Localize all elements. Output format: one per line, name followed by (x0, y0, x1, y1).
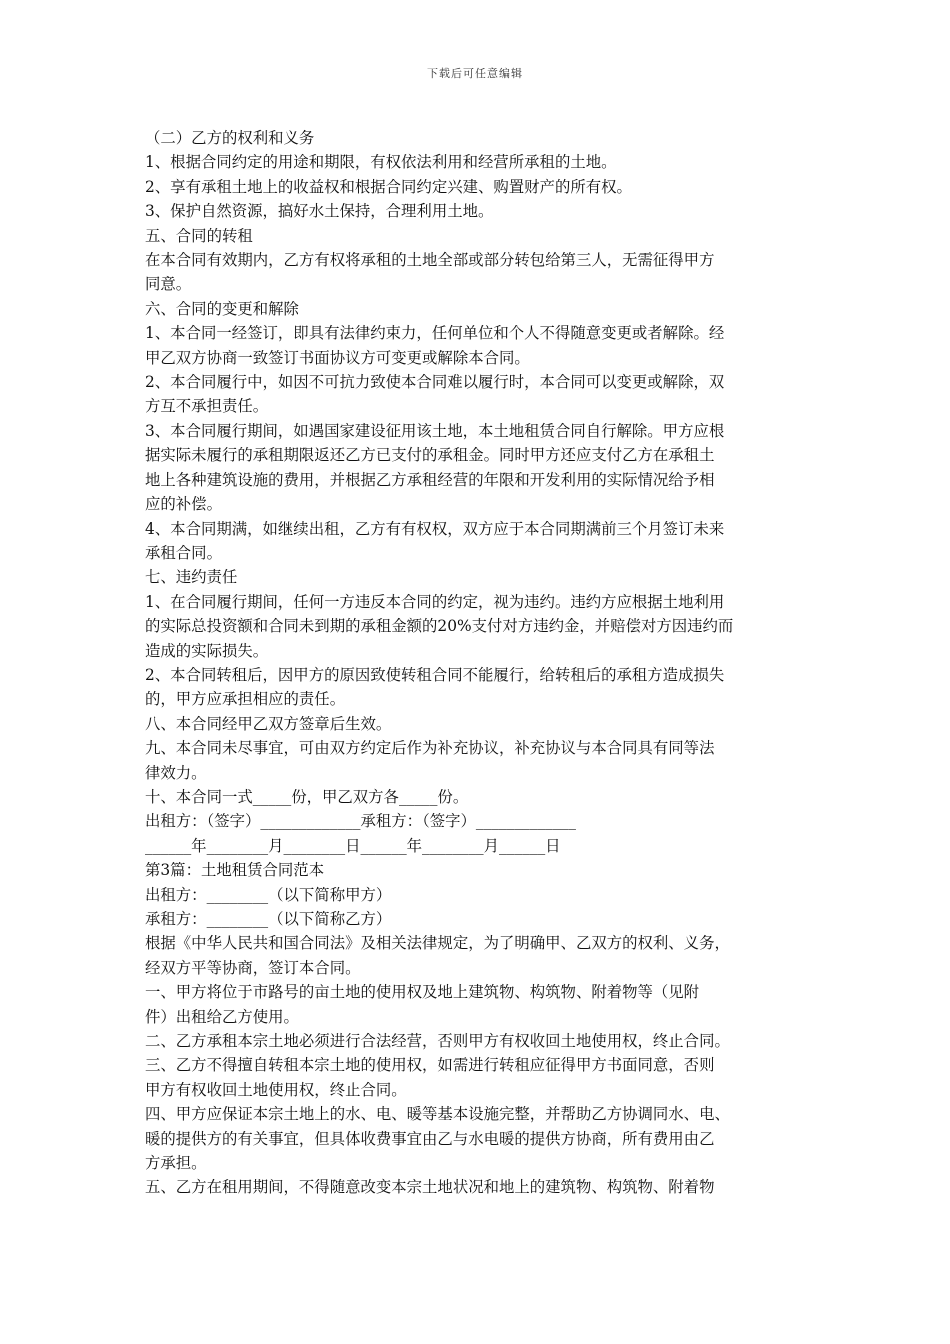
text-line: 2、享有承租土地上的收益权和根据合同约定兴建、购置财产的所有权。 (145, 177, 632, 196)
text-line: 六、合同的变更和解除 (145, 299, 299, 318)
text-line: 二、乙方承租本宗土地必须进行合法经营，否则甲方有权收回土地使用权，终止合同。 (145, 1032, 730, 1051)
text-line: 一、甲方将位于市路号的亩土地的使用权及地上建筑物、构筑物、附着物等（见附 (145, 983, 700, 1002)
text-line: 件）出租给乙方使用。 (145, 1007, 299, 1026)
text-line: 方承担。 (145, 1154, 207, 1173)
text-line: 3、本合同履行期间，如遇国家建设征用该土地，本土地租赁合同自行解除。甲方应根 (145, 421, 725, 440)
text-line: 四、甲方应保证本宗土地上的水、电、暖等基本设施完整，并帮助乙方协调同水、电、 (145, 1105, 730, 1124)
text-line: 十、本合同一式_____份，甲乙双方各_____份。 (145, 787, 469, 806)
text-line: 3、保护自然资源，搞好水土保持，合理利用土地。 (145, 202, 494, 221)
text-line: 三、乙方不得擅自转租本宗土地的使用权，如需进行转租应征得甲方书面同意，否则 (145, 1056, 715, 1075)
text-line: 4、本合同期满，如继续出租，乙方有有权权，双方应于本合同期满前三个月签订未来 (145, 519, 725, 538)
text-line: 应的补偿。 (145, 495, 222, 514)
text-line: 同意。 (145, 275, 192, 294)
text-line: 暖的提供方的有关事宜，但具体收费事宜由乙与水电暖的提供方协商，所有费用由乙 (145, 1129, 715, 1148)
text-line: 的，甲方应承担相应的责任。 (145, 690, 346, 709)
text-line: 七、违约责任 (145, 568, 238, 587)
text-line: 八、本合同经甲乙双方签章后生效。 (145, 714, 392, 733)
text-line: 根据《中华人民共和国合同法》及相关法律规定，为了明确甲、乙双方的权利、义务， (145, 934, 730, 953)
text-line: 1、根据合同约定的用途和期限，有权依法利用和经营所承租的土地。 (145, 153, 617, 172)
text-line: 出租方：（签字）_____________承租方：（签字）_____________ (145, 812, 576, 831)
text-line: 五、合同的转租 (145, 226, 253, 245)
text-line: 据实际未履行的承租期限返还乙方已支付的承租金。同时甲方还应支付乙方在承租土 (145, 446, 715, 465)
text-line: 2、本合同转租后，因甲方的原因致使转租合同不能履行，给转租后的承租方造成损失 (145, 665, 725, 684)
text-line: ______年________月________日______年________月______日 (145, 836, 561, 855)
text-line: 2、本合同履行中，如因不可抗力致使本合同难以履行时，本合同可以变更或解除，双 (145, 373, 725, 392)
text-line: 律效力。 (145, 763, 207, 782)
text-line: 出租方：________（以下简称甲方） (145, 885, 392, 904)
text-line: 在本合同有效期内，乙方有权将承租的土地全部或部分转包给第三人，无需征得甲方 (145, 251, 715, 270)
text-line: （二）乙方的权利和义务 (145, 129, 315, 147)
text-line: 承租合同。 (145, 543, 222, 562)
text-line: 甲方有权收回土地使用权，终止合同。 (145, 1080, 407, 1099)
text-line: 地上各种建筑设施的费用，并根据乙方承租经营的年限和开发利用的实际情况给予相 (145, 470, 715, 489)
text-line: 1、在合同履行期间，任何一方违反本合同的约定，视为违约。违约方应根据土地利用 (145, 592, 725, 611)
text-line: 方互不承担责任。 (145, 397, 269, 416)
text-line: 承租方：________（以下简称乙方） (145, 910, 392, 928)
text-line: 九、本合同未尽事宜，可由双方约定后作为补充协议，补充协议与本合同具有同等法 (145, 739, 715, 758)
text-line: 甲乙双方协商一致签订书面协议方可变更或解除本合同。 (145, 348, 530, 367)
text-line: 第3篇：土地租赁合同范本 (145, 861, 325, 880)
page-header: 下载后可任意编辑 (427, 67, 523, 80)
text-line: 经双方平等协商，签订本合同。 (145, 958, 361, 977)
text-line: 五、乙方在租用期间，不得随意改变本宗土地状况和地上的建筑物、构筑物、附着物 (145, 1178, 715, 1197)
text-line: 的实际总投资额和合同未到期的承租金额的20%支付对方违约金，并赔偿对方因违约而 (145, 617, 734, 636)
document-body (145, 126, 805, 1200)
text-line: 1、本合同一经签订，即具有法律约束力，任何单位和个人不得随意变更或者解除。经 (145, 324, 725, 343)
text-line: 造成的实际损失。 (145, 641, 269, 660)
